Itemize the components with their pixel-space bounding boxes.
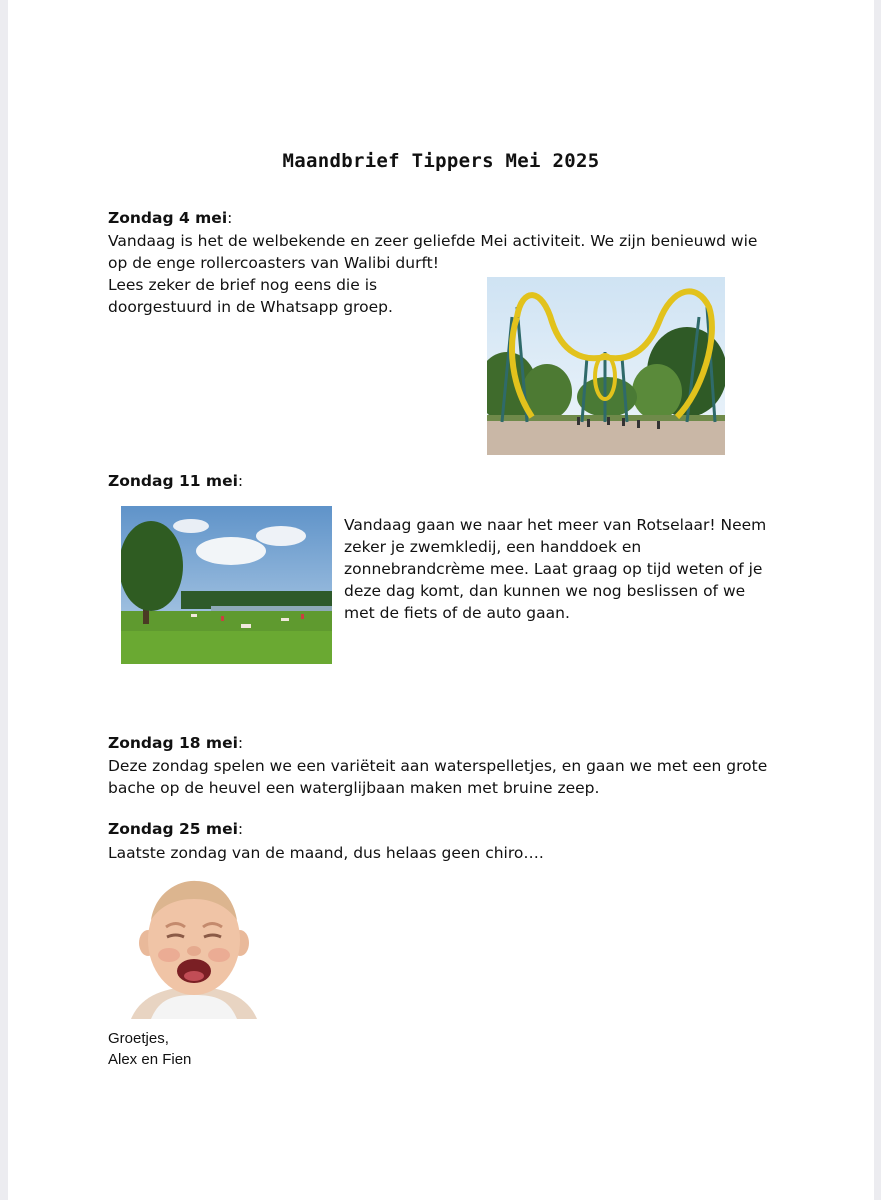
text-line: Lees zeker de brief nog eens die is [108,276,378,294]
text-line: zonnebrandcrème mee. Laat graag op tijd weten of je [344,560,763,578]
document-title: Maandbrief Tippers Mei 2025 [282,150,600,172]
crying-baby-photo [121,875,267,1019]
heading-text: Zondag 25 mei [108,820,238,838]
section-text-may-18 [108,755,767,799]
signoff [108,1028,191,1070]
heading-colon: : [237,472,244,490]
section-text-may-11 [344,514,766,624]
section-heading-may-11 [108,472,243,490]
document-page [8,0,874,1200]
rollercoaster-photo [487,277,725,455]
lake-photo [121,506,332,664]
signoff-greeting: Groetjes, [108,1030,169,1047]
text-line: deze dag komt, dan kunnen we nog beslissen of we [344,582,746,600]
heading-colon: : [237,820,244,838]
heading-colon: : [237,734,244,752]
heading-text: Zondag 18 mei [108,734,238,752]
text-line: doorgestuurd in de Whatsapp groep. [108,298,393,316]
text-line: Laatste zondag van de maand, dus helaas geen chiro…. [108,844,544,862]
heading-text: Zondag 11 mei [108,472,238,490]
section-text-may-25 [108,842,544,864]
text-line: met de fiets of de auto gaan. [344,604,570,622]
heading-text: Zondag 4 mei [108,209,228,227]
heading-colon: : [227,209,233,227]
signoff-names: Alex en Fien [108,1051,192,1068]
text-line: Vandaag gaan we naar het meer van Rotselaar! Neem [344,516,767,534]
text-line: zeker je zwemkledij, een handdoek en [344,538,642,556]
section-heading-may-4 [108,209,232,227]
section-heading-may-25 [108,820,243,838]
section-heading-may-18 [108,734,243,752]
text-line: bache op de heuvel een waterglijbaan maken met bruine zeep. [108,779,600,797]
text-line: Deze zondag spelen we een variëteit aan waterspelletjes, en gaan we met een grote [108,757,768,775]
text-line: Vandaag is het de welbekende en zeer geliefde Mei activiteit. We zijn benieuwd wie [108,232,758,250]
text-line: op de enge rollercoasters van Walibi durft! [108,254,439,272]
